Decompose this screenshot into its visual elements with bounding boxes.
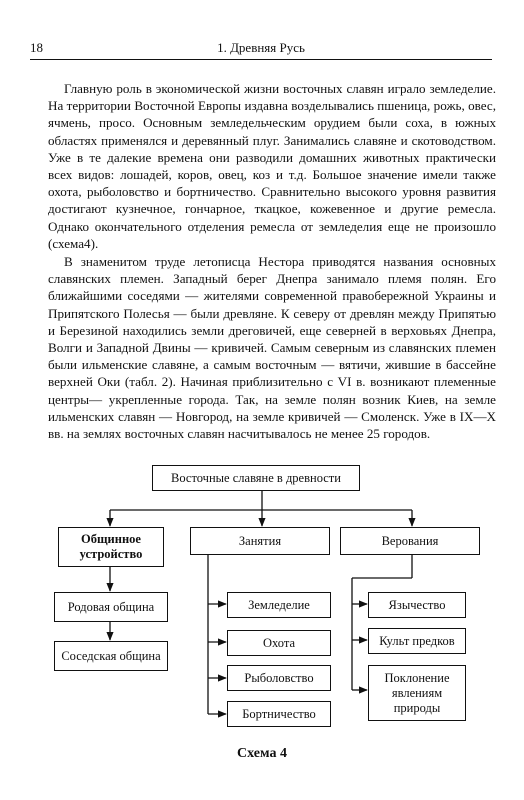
nature-worship-box: Поклонение явлениям природы bbox=[368, 665, 466, 721]
running-head: 1. Древняя Русь bbox=[217, 40, 305, 55]
paragraph: Главную роль в экономической жизни восточных славян играло земледелие. На территории Восточной Европы издавна возделывались пшеница, рожь, овес, ячмень, просо. Основным земледельческим орудием были соха, в южных областях применялся и деревянный плуг. Занимались славяне и скотоводством. Уже в те далекие времена они разводили домашних животных практически всех видов: лошадей, коров, овец, коз и т.д. Большое значение имели также охота, рыболовство и бортничество. Сравнительно высокого уровня развития достигают кузнечное, гончарное, ткацкое, кожевенное и другие ремесла. Однако окончательного отделения ремесла от земледелия еще не произошло (схема4). bbox=[48, 81, 496, 251]
occupations-branch-box: Занятия bbox=[190, 527, 330, 555]
scheme-caption: Схема 4 bbox=[237, 746, 287, 761]
beliefs-branch-box: Верования bbox=[340, 527, 480, 555]
paganism-box: Язычество bbox=[368, 592, 466, 618]
scheme-root-box: Восточные славяне в древности bbox=[152, 465, 360, 491]
beekeeping-box: Бортничество bbox=[227, 701, 331, 727]
page-number: 18 bbox=[30, 40, 43, 55]
clan-community-box: Родовая община bbox=[54, 592, 168, 622]
farming-box: Земледелие bbox=[227, 592, 331, 618]
ancestor-cult-box: Культ предков bbox=[368, 628, 466, 654]
paragraph: В знаменитом труде летописца Нестора приводятся названия основных славянских племен. Западный берег Днепра занимало племя полян. Его ближайшими соседями — жителями современной правобережной Украины и Припятского Полесья — были древляне. К северу от древлян между Припятью и Березиной находились земли дреговичей, еще северней в верховьях Днепра, Волги и Западной Двины — кривичей. Самым северным из славянских племен были ильменские славяне, а самым восточным — вятичи, жившие в бассейне верхней Оки (табл. 2). Начиная приблизительно с VI в. возникают племенные центры— укрепленные города. Так, на земле полян возник Киев, на земле ильменских славян — Новгород, на земле кривичей — Смоленск. Уже в IX—X вв. на землях восточных славян насчитывалось не менее 25 городов. bbox=[48, 254, 496, 442]
society-branch-box: Общинное устройство bbox=[58, 527, 164, 567]
fishing-box: Рыболовство bbox=[227, 665, 331, 691]
neighbor-community-box: Соседская община bbox=[54, 641, 168, 671]
hunting-box: Охота bbox=[227, 630, 331, 656]
